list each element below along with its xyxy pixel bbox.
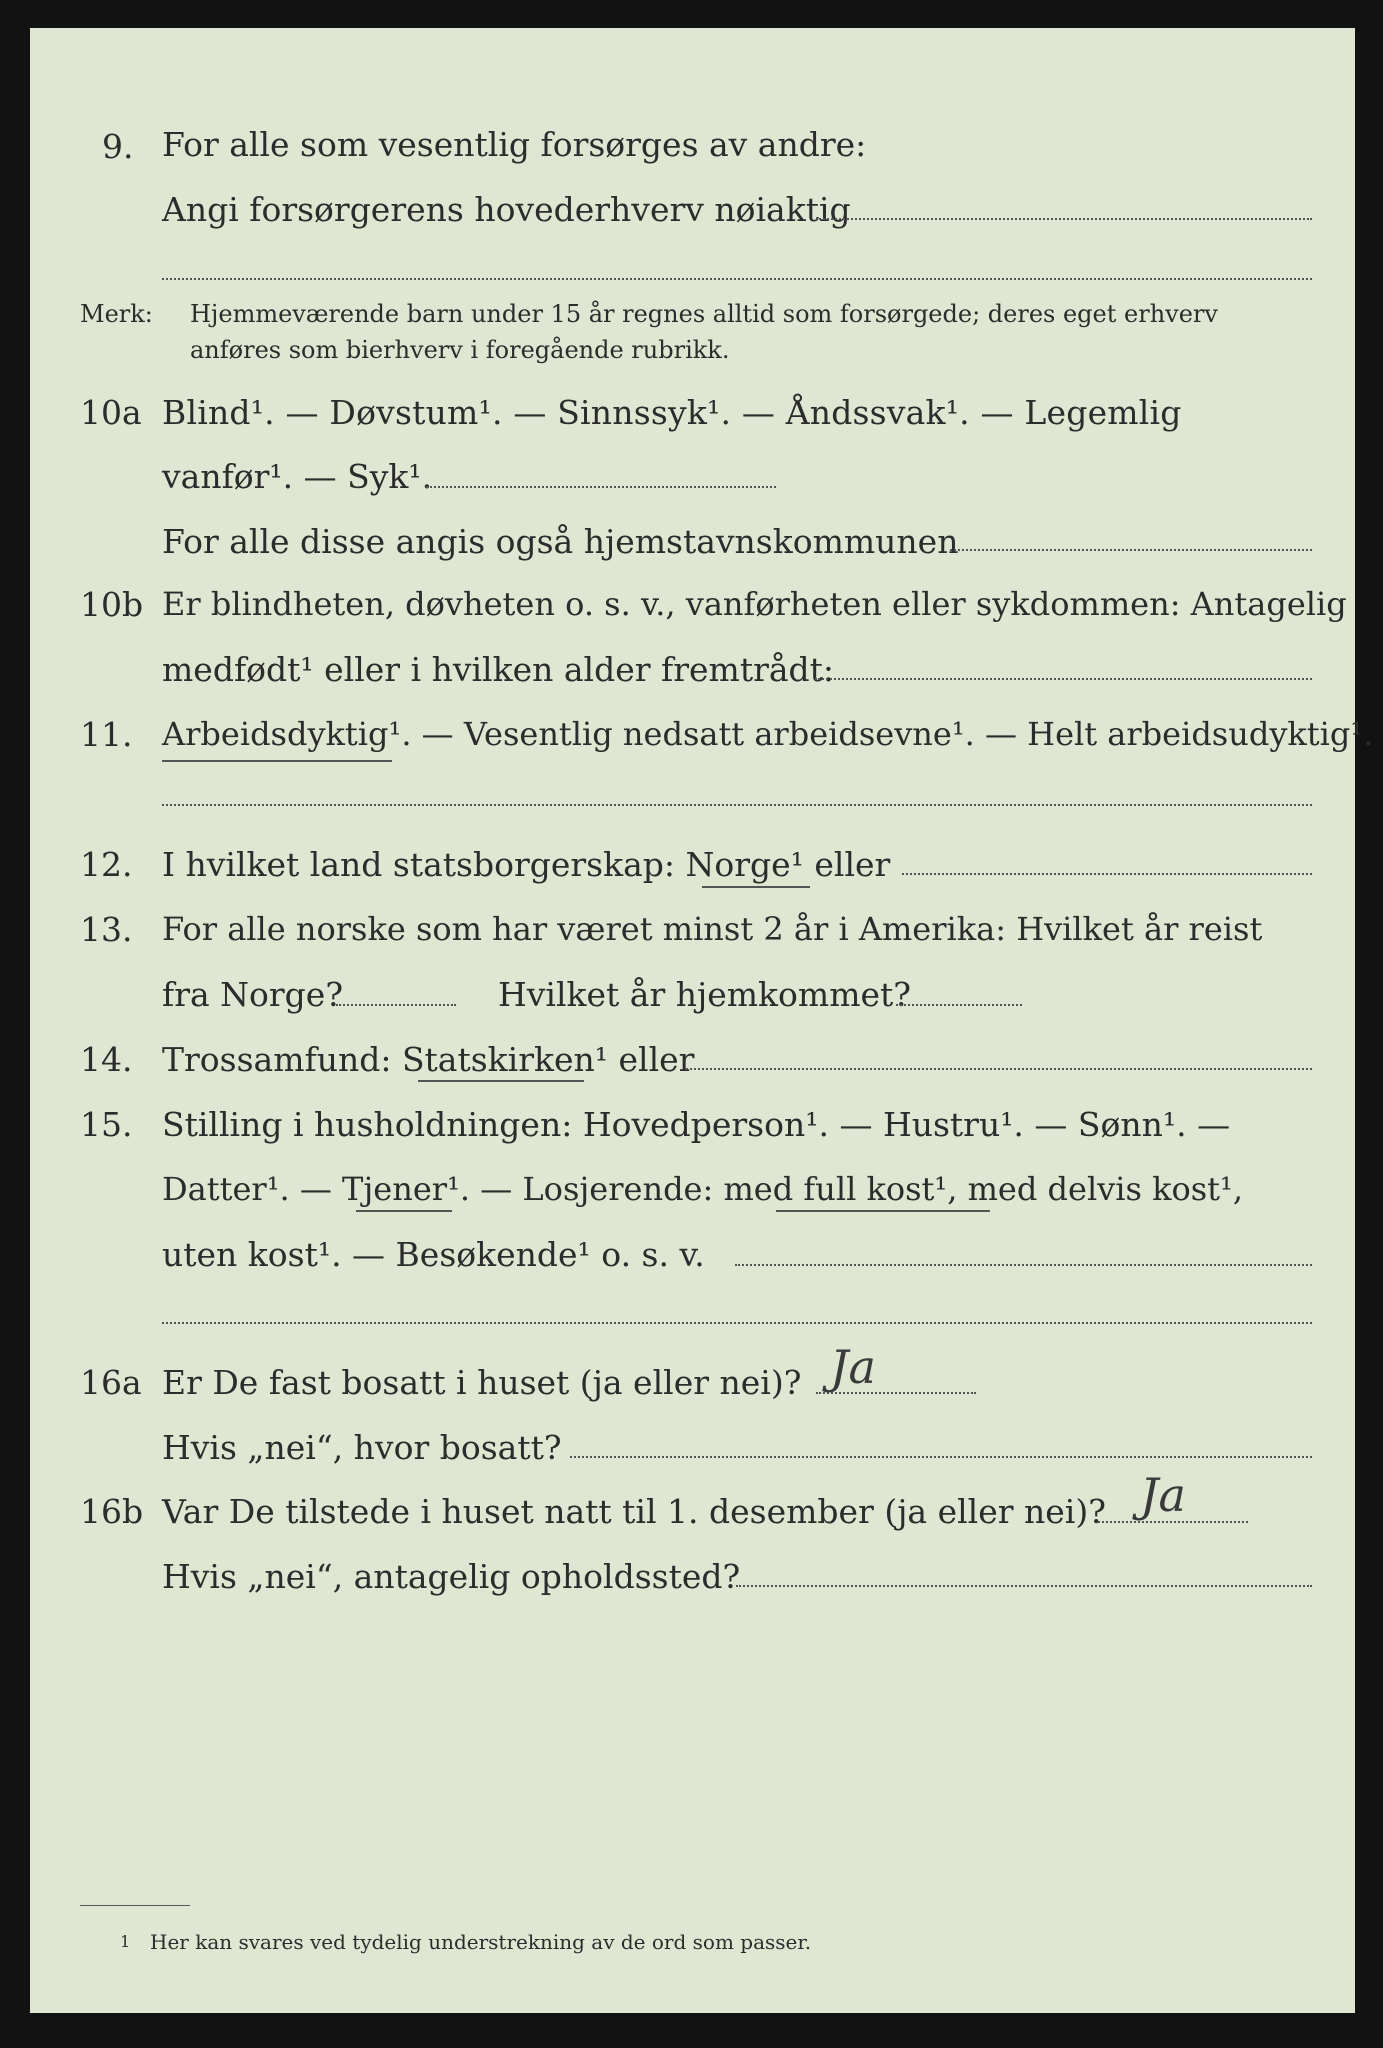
- q11-work-ability: Arbeidsdyktig¹. — Vesentlig nedsatt arbeidsevne¹. — Helt arbeidsudyktig¹.: [162, 715, 1374, 753]
- q10a-home-municipality-label: For alle disse angis også hjemstavnskommunen: [162, 522, 959, 561]
- q16b-handwritten-answer: Ja: [1140, 1468, 1186, 1522]
- q10a-sick-line[interactable]: [426, 486, 776, 488]
- q10a-options-2: vanfør¹. — Syk¹.: [162, 457, 433, 496]
- note-label: Merk:: [80, 300, 153, 328]
- q15-underline-full-board: [776, 1210, 990, 1212]
- q14-number: 14.: [80, 1040, 133, 1079]
- note-line-1: Hjemmeværende barn under 15 år regnes alltid som forsørgede; deres eget erhverv: [190, 300, 1218, 328]
- q12-number: 12.: [80, 845, 133, 884]
- q10b-number: 10b: [80, 585, 144, 624]
- q9-question: For alle som vesentlig forsørges av andre:: [162, 125, 867, 164]
- q13-year-returned-line[interactable]: [896, 1004, 1022, 1006]
- q11-underline-mark: [162, 760, 392, 762]
- q13-year-left-line[interactable]: [336, 1004, 456, 1006]
- q12-underline-mark: [702, 886, 810, 888]
- q16a-where-label: Hvis „nei“, hvor bosatt?: [162, 1428, 562, 1467]
- note-line-2: anføres som bierhverv i foregående rubrikk.: [190, 336, 730, 364]
- q16b-presence-question: Var De tilstede i huset natt til 1. desember (ja eller nei)?: [162, 1492, 1106, 1531]
- q14-answer-line[interactable]: [686, 1068, 1312, 1070]
- q10a-options: Blind¹. — Døvstum¹. — Sinnssyk¹. — Åndssvak¹. — Legemlig: [162, 393, 1182, 432]
- q16a-number: 16a: [80, 1363, 142, 1402]
- q15-household-position-2: Datter¹. — Tjener¹. — Losjerende: med full kost¹, med delvis kost¹,: [162, 1170, 1244, 1208]
- q16a-where-line[interactable]: [570, 1456, 1312, 1458]
- q16a-handwritten-answer: Ja: [830, 1340, 876, 1394]
- q10b-question-2: medfødt¹ eller i hvilken alder fremtrådt:: [162, 650, 835, 689]
- q10b-answer-line[interactable]: [815, 678, 1312, 680]
- q11-answer-line[interactable]: [162, 804, 1312, 806]
- q12-citizenship: I hvilket land statsborgerskap: Norge¹ eller: [162, 845, 891, 884]
- q9-occupation-label: Angi forsørgerens hovederhverv nøiaktig: [162, 190, 851, 229]
- q11-number: 11.: [80, 715, 133, 754]
- footnote-mark: 1: [120, 1932, 131, 1951]
- q9-answer-line[interactable]: [816, 218, 1312, 220]
- q16b-whereabouts-label: Hvis „nei“, antagelig opholdssted?: [162, 1557, 741, 1596]
- q13-number: 13.: [80, 910, 133, 949]
- q15-answer-line[interactable]: [735, 1264, 1312, 1266]
- q14-underline-mark: [418, 1080, 584, 1082]
- q13-left-norway-label: fra Norge?: [162, 975, 344, 1014]
- footnote-text: Her kan svares ved tydelig understrekning av de ord som passer.: [150, 1930, 812, 1954]
- q16a-residence-question: Er De fast bosatt i huset (ja eller nei)?: [162, 1363, 802, 1402]
- q15-household-position: Stilling i husholdningen: Hovedperson¹. — Hustru¹. — Sønn¹. —: [162, 1105, 1231, 1144]
- q15-number: 15.: [80, 1105, 133, 1144]
- census-form-page: [30, 28, 1374, 2013]
- q15-answer-line-2[interactable]: [162, 1322, 1312, 1324]
- q15-underline-servant: [356, 1210, 452, 1212]
- q10a-number: 10a: [80, 393, 142, 432]
- footnote-divider: [80, 1905, 190, 1906]
- q14-religion: Trossamfund: Statskirken¹ eller: [162, 1040, 695, 1079]
- q13-returned-label: Hvilket år hjemkommet?: [498, 975, 911, 1014]
- q15-household-position-3: uten kost¹. — Besøkende¹ o. s. v.: [162, 1235, 705, 1274]
- q10b-question: Er blindheten, døvheten o. s. v., vanførheten eller sykdommen: Antagelig: [162, 585, 1347, 623]
- q13-america-question: For alle norske som har været minst 2 år i Amerika: Hvilket år reist: [162, 910, 1263, 948]
- q10a-municipality-line[interactable]: [950, 549, 1312, 551]
- q16b-number: 16b: [80, 1492, 144, 1531]
- q12-answer-line[interactable]: [902, 873, 1312, 875]
- q9-answer-line-2[interactable]: [162, 278, 1312, 280]
- q9-number: 9.: [102, 127, 134, 166]
- q16b-whereabouts-line[interactable]: [736, 1585, 1312, 1587]
